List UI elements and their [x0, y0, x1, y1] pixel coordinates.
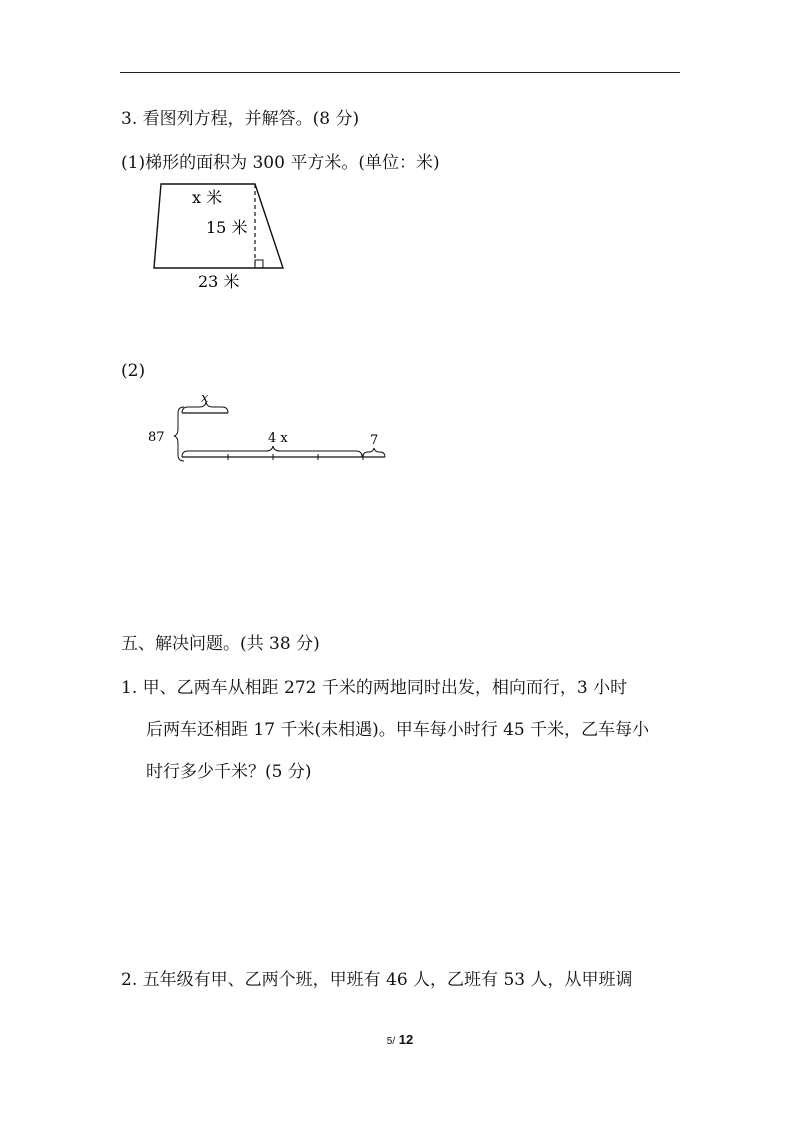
long-segment-label: 4 x	[268, 431, 288, 446]
total-pages: 12	[398, 1032, 414, 1047]
extra-segment-brace	[363, 448, 385, 457]
question-3-part-2-label: (2)	[121, 361, 146, 381]
long-segment-brace	[182, 446, 362, 457]
problem-1-line-1: 1. 甲、乙两车从相距 272 千米的两地同时出发，相向而行，3 小时	[121, 678, 628, 698]
short-segment-label: x	[201, 391, 209, 406]
problem-1-line-3: 时行多少千米？(5 分)	[146, 762, 312, 782]
question-3-part-1-label: (1)梯形的面积为 300 平方米。(单位：米)	[121, 153, 440, 173]
current-page: 5/	[386, 1036, 396, 1047]
right-angle-mark	[255, 260, 263, 268]
height-label: 15 米	[206, 218, 248, 237]
page-number	[0, 1032, 800, 1047]
bottom-side-label: 23 米	[198, 272, 240, 291]
top-side-label: x 米	[192, 188, 223, 207]
trapezoid-figure	[140, 176, 300, 296]
problem-1-line-2: 后两车还相距 17 千米(未相遇)。甲车每小时行 45 千米，乙车每小	[146, 720, 650, 740]
total-label: 87	[148, 430, 165, 445]
problem-2-line-1: 2. 五年级有甲、乙两个班，甲班有 46 人，乙班有 53 人，从甲班调	[121, 970, 633, 990]
section-5-title: 五、解决问题。(共 38 分)	[121, 634, 320, 654]
extra-segment-label: 7	[370, 433, 379, 448]
total-brace	[174, 407, 184, 461]
segment-diagram	[140, 385, 400, 470]
header-rule	[120, 72, 680, 73]
question-3-title: 3. 看图列方程，并解答。(8 分)	[121, 109, 360, 129]
short-segment-brace	[182, 402, 228, 413]
